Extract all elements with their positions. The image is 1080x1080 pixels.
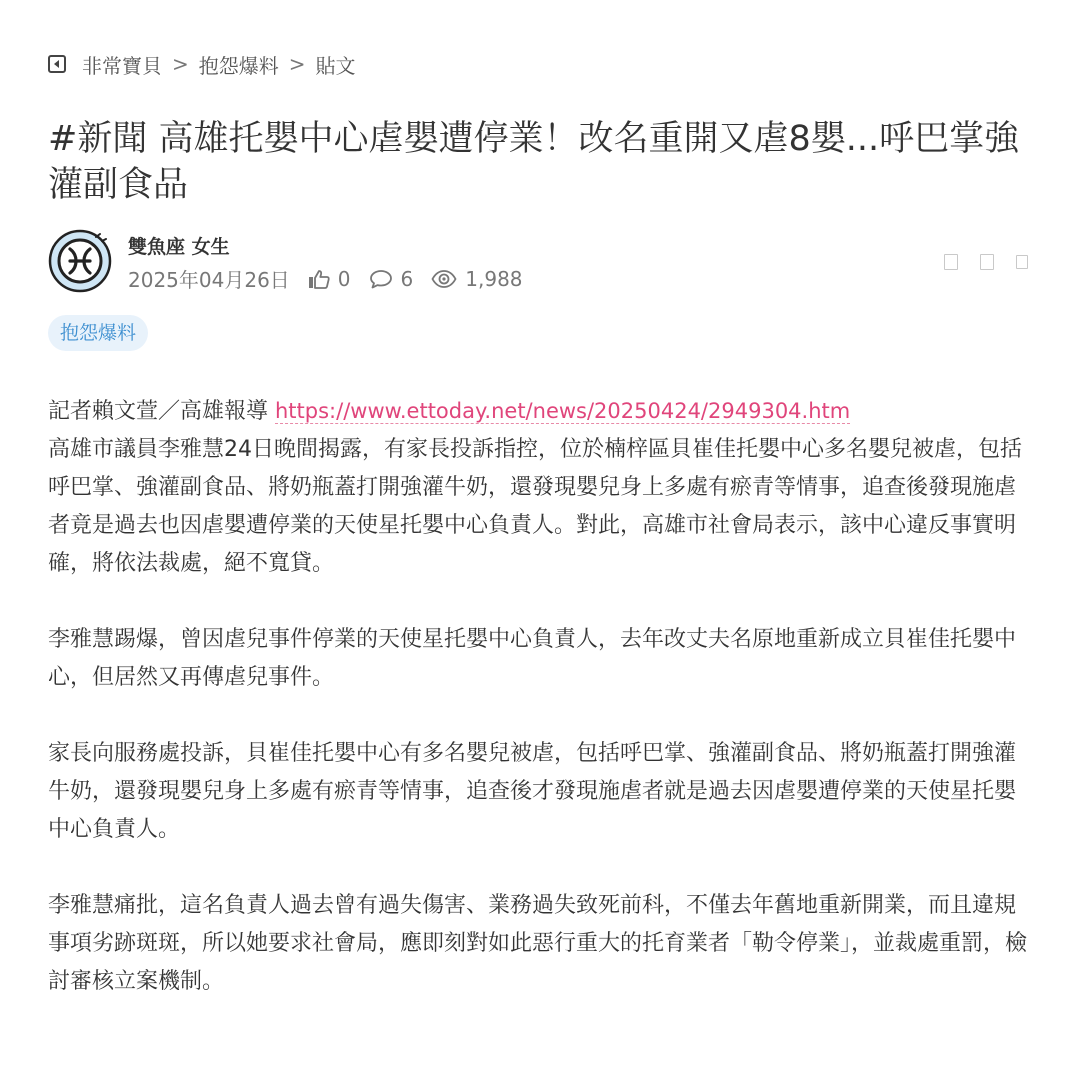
more-options-icon[interactable] <box>1016 255 1028 269</box>
article-paragraph <box>48 392 1032 583</box>
comment-count[interactable] <box>369 267 414 291</box>
article-paragraph-3: 家長向服務處投訴，貝崔佳托嬰中心有多名嬰兒被虐，包括呼巴掌、強灌副食品、將奶瓶蓋打開強灌牛奶，還發現嬰兒身上多處有瘀青等情事，追查後才發現施虐者就是過去因虐嬰遭停業的天使星托嬰中心負責人。 <box>48 741 1017 842</box>
eye-icon <box>431 269 457 289</box>
post-date: 2025年04月26日 <box>128 268 290 292</box>
category-tag[interactable]: 抱怨爆料 <box>48 315 148 351</box>
share-icon[interactable] <box>944 254 958 270</box>
breadcrumb-item-parenting[interactable]: 非常寶貝 <box>82 53 162 78</box>
author-name[interactable]: 雙魚座 女生 <box>128 236 230 258</box>
bookmark-icon[interactable] <box>980 254 994 270</box>
pisces-icon <box>48 229 112 293</box>
article-paragraph-1: 高雄市議員李雅慧24日晚間揭露，有家長投訴指控，位於楠梓區貝崔佳托嬰中心多名嬰兒被虐，包括呼巴掌、強灌副食品、將奶瓶蓋打開強灌牛奶，還發現嬰兒身上多處有瘀青等情事，追查後發現施虐者竟是過去也因虐嬰遭停業的天使星托嬰中心負責人。對此，高雄市社會局表示，該中心違反事實明確，將依法裁處，絕不寬貸。 <box>48 437 1022 576</box>
view-count <box>431 267 522 291</box>
breadcrumb-item-post[interactable]: 貼文 <box>315 53 356 78</box>
source-link[interactable]: https://www.ettoday.net/news/20250424/2949304.htm <box>275 399 851 423</box>
article-body <box>48 392 1032 1039</box>
breadcrumb-separator: > <box>172 52 189 76</box>
post-title: #新聞 高雄托嬰中心虐嬰遭停業！改名重開又虐8嬰...呼巴掌強灌副食品 <box>48 119 1020 205</box>
comment-count-value: 6 <box>400 266 414 291</box>
like-count-value: 0 <box>337 266 351 291</box>
avatar[interactable] <box>48 229 112 293</box>
post-meta <box>128 264 541 293</box>
author-row <box>48 228 1032 294</box>
article-paragraph-4: 李雅慧痛批，這名負責人過去曾有過失傷害、業務過失致死前科，不僅去年舊地重新開業，而且違規事項劣跡斑斑，所以她要求社會局，應即刻對如此惡行重大的托育業者「勒令停業」，並裁處重罰，檢討審核立案機制。 <box>48 893 1028 994</box>
breadcrumb-item-complaints[interactable]: 抱怨爆料 <box>198 53 279 78</box>
comment-bubble-icon <box>369 269 393 289</box>
breadcrumb-separator: > <box>288 52 306 76</box>
view-count-value: 1,988 <box>465 266 523 291</box>
article-paragraph-2: 李雅慧踢爆，曾因虐兒事件停業的天使星托嬰中心負責人，去年改丈夫名原地重新成立貝崔佳托嬰中心，但居然又再傳虐兒事件。 <box>48 627 1017 690</box>
thumbs-up-icon <box>308 269 330 289</box>
post-actions <box>922 254 1028 270</box>
like-count[interactable] <box>308 267 351 291</box>
article-byline: 記者賴文萱／高雄報導 <box>48 399 275 424</box>
breadcrumb <box>48 50 356 78</box>
back-icon[interactable] <box>48 55 66 73</box>
